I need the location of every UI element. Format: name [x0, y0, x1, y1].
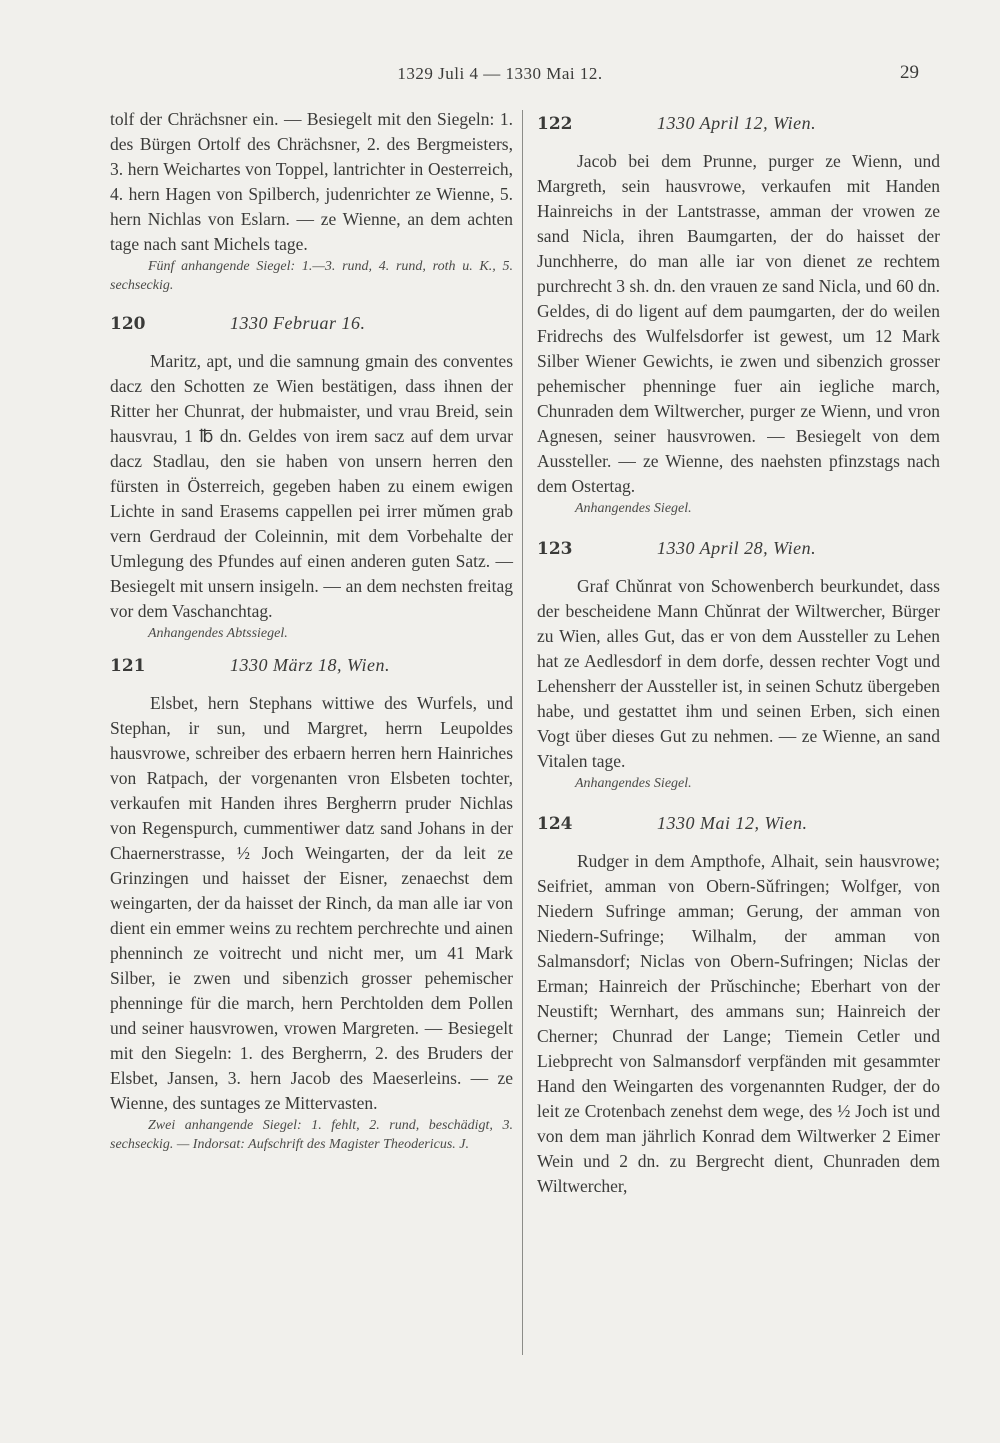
entry-date: 1330 Februar 16. — [230, 313, 366, 333]
right-column — [537, 107, 940, 1199]
entry-heading-123 — [537, 538, 940, 568]
column-divider — [522, 110, 523, 1355]
entry-number: 120 — [110, 314, 146, 334]
running-header: 1329 Juli 4 — 1330 Mai 12. — [397, 64, 603, 83]
seal-note: Anhangendes Siegel. — [575, 776, 692, 791]
entry-number: 121 — [110, 656, 146, 676]
continued-text: tolf der Chrächsner ein. — Besiegelt mit den Siegeln: 1. des Bürgen Ortolf des Chrächsner, 2. des Bergmeisters, 3. hern Weichartes von Toppel, lantrichter in Oesterreich, 4. hern Hagen von Spilberch, judenrichter ze Wienne, 5. hern Nichlas von Eslarn. — ze Wienne, an dem achten tage nach sant Michels tage. — [110, 109, 513, 254]
entry-date: 1330 April 28, Wien. — [657, 538, 817, 558]
page-number: 29 — [900, 62, 919, 83]
entry-date: 1330 Mai 12, Wien. — [657, 813, 808, 833]
seal-note: Zwei anhangende Siegel: 1. fehlt, 2. rund, beschädigt, 3. sechseckig. — Indorsat: Aufschrift des Magister Theodericus. J. — [110, 1118, 513, 1152]
entry-text: Jacob bei dem Prunne, purger ze Wienn, und Margreth, sein hausvrowe, verkaufen mit Handen Hainreichs in der Lantstrasse, amman der vrowen ze sand Nicla, ihren Baumgarten, der do haisset der Junchherre, do man alle iar von dienet ze rechtem purchrecht 3 sh. dn. den vrauen ze sand Nicla, und 60 dn. Geldes, di do ligent auf dem paumgarten, der do weilen Fridrechs des Wulfelsdorfer ist gewest, um 12 Mark Silber Wiener Gewichts, ie zwen und sibenzich grosser pehemischer phenninge fuer ain iegliche march, Chunraden dem Wiltwercher, purger ze Wienn, und vron Agnesen, seiner hausvrowen. — Besiegelt von dem Aussteller. — ze Wienne, des naehsten pfinzstags nach dem Ostertag. — [537, 151, 940, 496]
entry-number: 123 — [537, 539, 573, 559]
entry-text: Rudger in dem Ampthofe, Alhait, sein hausvrowe; Seifriet, amman von Obern-Sǔfringen; Wolfger, von Niedern Sufringe amman; Gerung, der amman von Niedern-Sufringe; Wilhalm, der amman von Salmansdorf; Niclas von Obern-Sufringen; Niclas der Erman; Hainreich der Prǔschinche; Eberhart von der Neustift; Wernhart, des ammans sun; Hainreich der Cherner; Chunrad der Lange; Tiemein Cetler und Liebprecht von Salmansdorf verpfänden mit gesammter Hand den Weingarten des vorgenannten Rudger, der do leit ze Crotenbach zenehst dem wege, des ½ Joch ist und von dem man jährlich Konrad dem Wiltwerker 2 Eimer Wein und 2 dn. zu Bergrecht dient, Chunraden dem Wiltwercher, — [537, 851, 940, 1196]
entry-text: Maritz, apt, und die samnung gmain des conventes dacz den Schotten ze Wien bestätigen, dass ihnen der Ritter her Chunrat, der hubmaister, und vrau Breid, sein hausvrau, 1 ℔ dn. Geldes von irem sacz auf dem urvar dacz Stadlau, den sie haben von unsern herren den fürsten in Österreich, gegeben haben zu einem ewigen Lichte in sand Erasems cappellen pei irrer mǔmen grab vern Gerdraud der Coleinnin, mit dem Vorbehalte der Umlegung des Pfundes auf einen anderen guten Satz. — Besiegelt mit unsern insigeln. — an dem nechsten freitag vor dem Vaschanchtag. — [110, 351, 513, 621]
entry-heading-124 — [537, 813, 940, 843]
seal-note: Fünf anhangende Siegel: 1.—3. rund, 4. rund, roth u. K., 5. sechseckig. — [110, 259, 513, 293]
entry-heading-122 — [537, 113, 940, 143]
entry-heading-121 — [110, 655, 513, 685]
seal-note: Anhangendes Siegel. — [575, 501, 692, 516]
entry-heading-120 — [110, 313, 513, 343]
entry-text: Elsbet, hern Stephans wittiwe des Wurfels, und Stephan, ir sun, und Margret, herrn Leupoldes hausvrowe, schreiber des erbaern herren hern Hainriches von Ratpach, der vorgenanten vron Elsbeten tochter, verkaufen mit Handen ihres Bergherrn pruder Nichlas von Regenspurch, cummentiwer datz sand Johans in der Chaernerstrasse, ½ Joch Weingarten, der da leit ze Grinzingen und haisset der Eisner, zenaechst dem weingarten, der da haisset der Rinch, da man alle iar von dient ein emmer weins zu rechtem perchrechte und ainen phenninch ze voitrecht und nicht mer, um 41 Mark Silber, ie zwen und sibenzich grosser pehemischer phenninge für die march, hern Perchtolden dem Pollen und seiner hausvrowen, vrowen Margreten. — Besiegelt mit den Siegeln: 1. des Bergherrn, 2. des Bruders der Elsbet, Jansen, 3. hern Jacob des Maeserleins. — ze Wienne, des suntages ze Mittervasten. — [110, 693, 513, 1113]
entry-date: 1330 März 18, Wien. — [230, 655, 390, 675]
entry-date: 1330 April 12, Wien. — [657, 113, 817, 133]
entry-text: Graf Chǔnrat von Schowenberch beurkundet, dass der bescheidene Mann Chǔnrat der Wiltwercher, Bürger zu Wien, alles Gut, das er von dem Aussteller zu Lehen hat ze Aedlesdorf in dem dorfe, dessen rechter Vogt und Lehensherr der Aussteller ist, in seinen Schutz übergeben habe, und gestattet ihm und seinen Erben, sich einen Vogt über dieses Gut zu nehmen. — ze Wienne, an sand Vitalen tage. — [537, 576, 940, 771]
entry-number: 124 — [537, 814, 573, 834]
left-column — [110, 107, 513, 1154]
seal-note: Anhangendes Abtssiegel. — [148, 626, 288, 641]
entry-number: 122 — [537, 114, 573, 134]
